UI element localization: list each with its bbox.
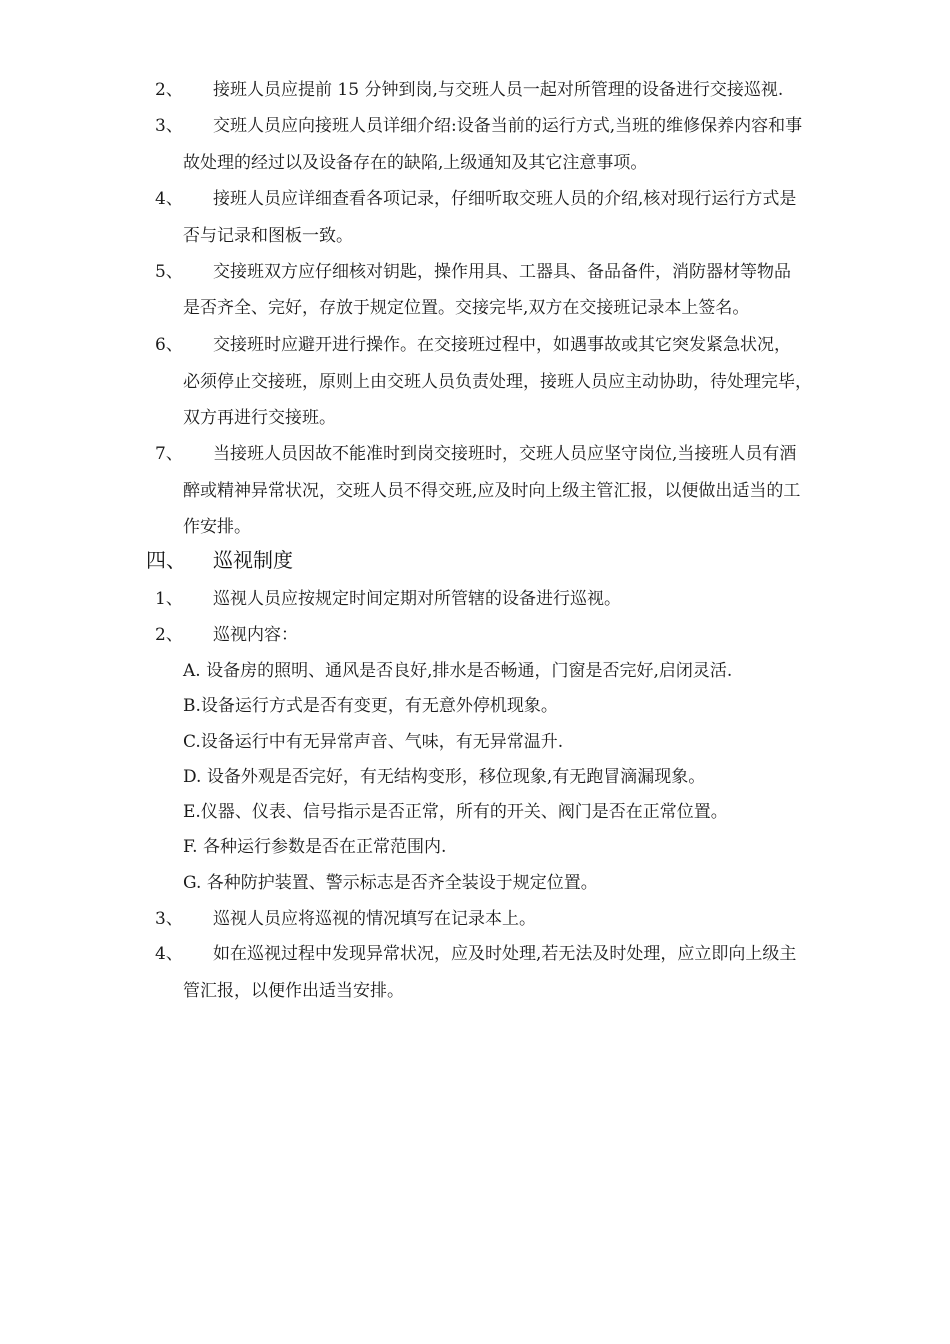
item-text: 交班人员应向接班人员详细介绍:设备当前的运行方式,当班的维修保养内容和事 (213, 116, 803, 136)
patrol-subitem-g: G. 各种防护装置、警示标志是否齐全装设于规定位置。 (183, 873, 598, 893)
item-text: 交接班双方应仔细核对钥匙，操作用具、工器具、备品备件，消防器材等物品 (213, 262, 791, 282)
patrol-subitem-e: E.仪器、仪表、信号指示是否正常，所有的开关、阀门是否在正常位置。 (183, 802, 728, 822)
section-title: 巡视制度 (213, 548, 293, 572)
item-text: 如在巡视过程中发现异常状况，应及时处理,若无法及时处理，应立即向上级主 (213, 944, 797, 964)
patrol-subitem-c: C.设备运行中有无异常声音、气味，有无异常温升. (183, 732, 564, 752)
item-text: 交接班时应避开进行操作。在交接班过程中，如遇事故或其它突发紧急状况， (213, 335, 791, 355)
item-text-continued: 双方再进行交接班。 (183, 408, 336, 428)
item-text-continued: 故处理的经过以及设备存在的缺陷,上级通知及其它注意事项。 (183, 153, 648, 173)
item-text: 巡视人员应将巡视的情况填写在记录本上。 (213, 909, 536, 929)
patrol-subitem-a: A. 设备房的照明、通风是否良好,排水是否畅通，门窗是否完好,启闭灵活. (183, 661, 733, 681)
item-text: 巡视人员应按规定时间定期对所管辖的设备进行巡视。 (213, 589, 621, 609)
item-number: 2、 (155, 80, 183, 100)
item-text: 接班人员应提前 15 分钟到岗,与交班人员一起对所管理的设备进行交接巡视. (213, 80, 784, 100)
item-number: 3、 (155, 909, 183, 929)
item-text-continued: 是否齐全、完好，存放于规定位置。交接完毕,双方在交接班记录本上签名。 (183, 298, 750, 318)
item-number: 4、 (155, 189, 183, 209)
item-text-continued: 醉或精神异常状况，交班人员不得交班,应及时向上级主管汇报，以便做出适当的工 (183, 481, 801, 501)
item-text: 当接班人员因故不能准时到岗交接班时，交班人员应坚守岗位,当接班人员有酒 (213, 444, 797, 464)
item-text-continued: 作安排。 (183, 517, 251, 537)
item-number: 7、 (155, 444, 183, 464)
item-text-continued: 否与记录和图板一致。 (183, 226, 353, 246)
item-number: 3、 (155, 116, 183, 136)
item-number: 6、 (155, 335, 183, 355)
section-number: 四、 (146, 548, 186, 572)
item-text-continued: 必须停止交接班，原则上由交班人员负责处理，接班人员应主动协助，待处理完毕， (183, 372, 812, 392)
patrol-subitem-f: F. 各种运行参数是否在正常范围内. (183, 837, 447, 857)
item-text-continued: 管汇报，以便作出适当安排。 (183, 981, 404, 1001)
item-number: 2、 (155, 625, 183, 645)
patrol-subitem-d: D. 设备外观是否完好，有无结构变形，移位现象,有无跑冒滴漏现象。 (183, 767, 706, 787)
item-text: 巡视内容： (213, 625, 298, 645)
item-number: 5、 (155, 262, 183, 282)
patrol-subitem-b: B.设备运行方式是否有变更，有无意外停机现象。 (183, 696, 558, 716)
item-number: 1、 (155, 589, 183, 609)
item-text: 接班人员应详细查看各项记录，仔细听取交班人员的介绍,核对现行运行方式是 (213, 189, 797, 209)
item-number: 4、 (155, 944, 183, 964)
